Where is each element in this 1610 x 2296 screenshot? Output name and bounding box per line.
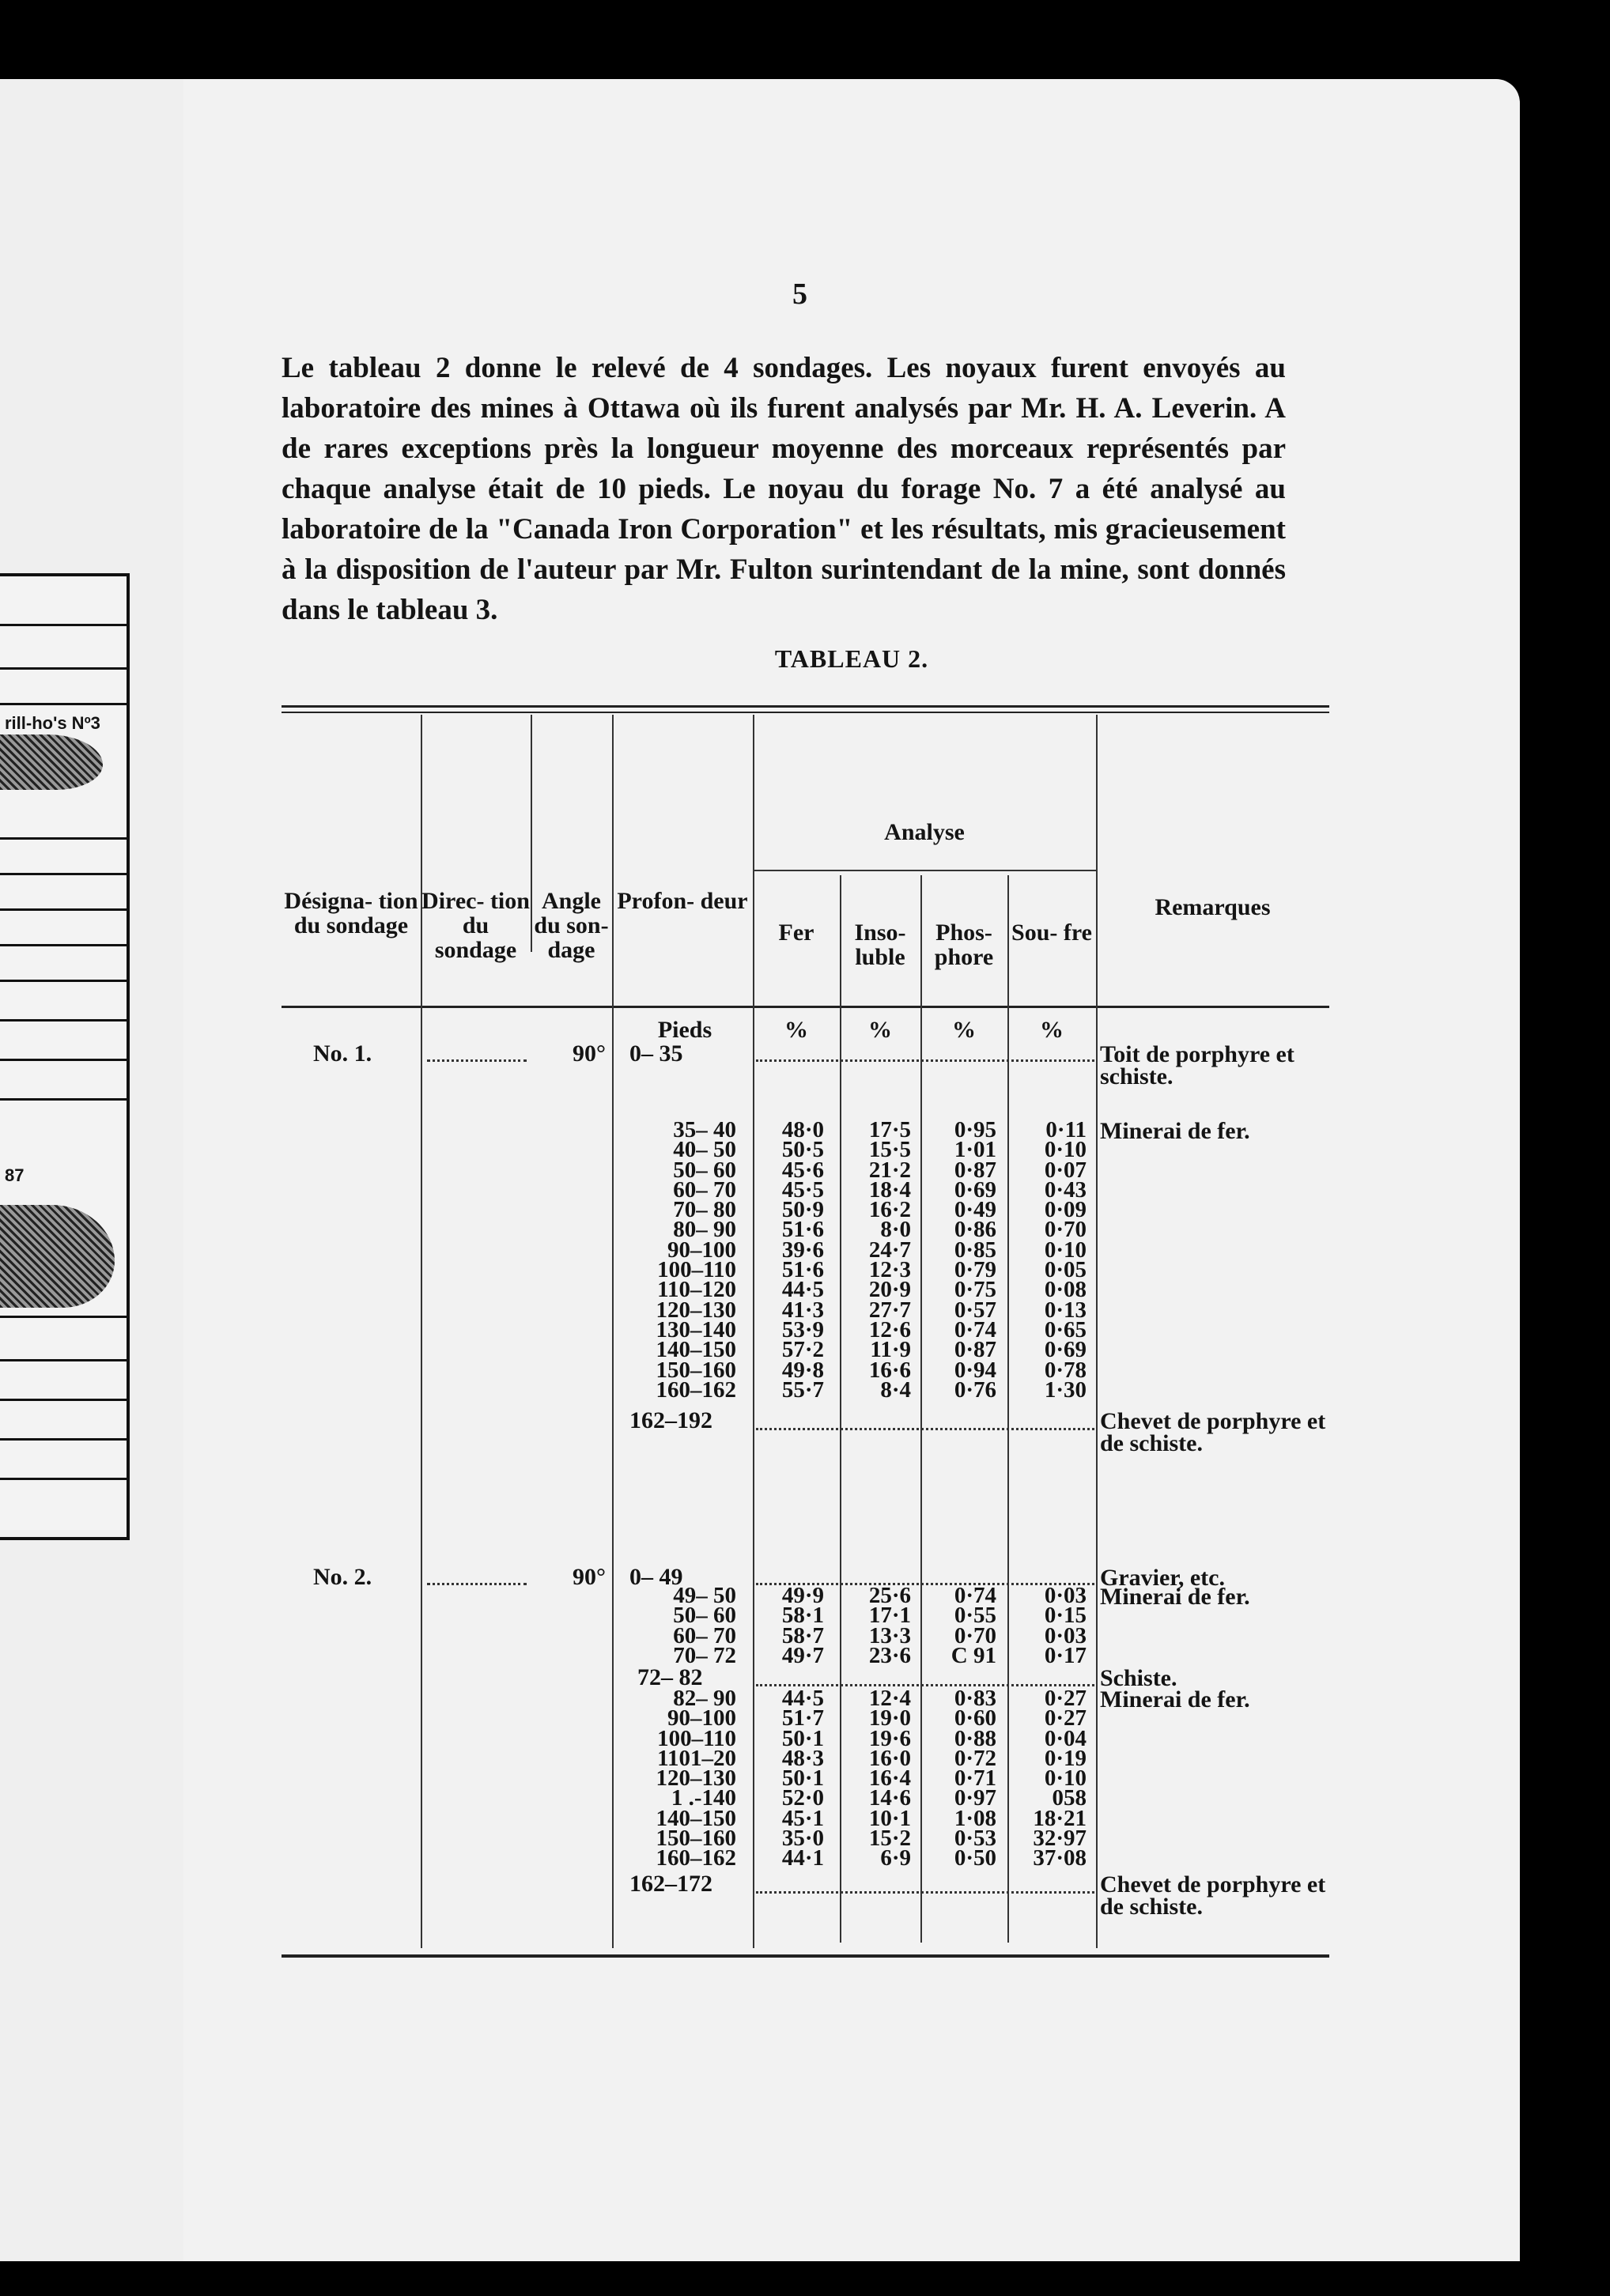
insoluble-cell: 24·7 [868, 1237, 911, 1263]
soufre-cell: 0·08 [1044, 1277, 1087, 1303]
fer-cell: 51·6 [781, 1257, 824, 1283]
insoluble-cell: 10·1 [868, 1805, 911, 1831]
sondage-2-top-depth: 0– 49 [629, 1564, 683, 1590]
fer-cell: 49·9 [781, 1583, 824, 1608]
depth-cell: 70– 72 [673, 1642, 736, 1668]
depth-cell: 60– 70 [673, 1622, 736, 1648]
fer-cell: 57·2 [781, 1337, 824, 1363]
insoluble-cell: 16·0 [868, 1745, 911, 1771]
depth-cell: 110–120 [657, 1277, 736, 1303]
sondage-2-phosphore-a-column [920, 1583, 996, 1668]
soufre-cell: 0·78 [1044, 1357, 1087, 1383]
depth-cell: 35– 40 [673, 1117, 736, 1142]
fer-cell: 53·9 [781, 1316, 824, 1342]
soufre-cell: 0·11 [1045, 1117, 1087, 1142]
fer-cell: 50·1 [781, 1765, 824, 1792]
fer-cell: 39·6 [781, 1237, 824, 1263]
sondage-2-depths-b-column [618, 1686, 736, 1871]
soufre-cell: 0·27 [1044, 1686, 1087, 1711]
soufre-cell: 0·07 [1044, 1157, 1087, 1183]
fer-cell: 45·5 [781, 1176, 824, 1203]
fer-cell: 48·3 [781, 1745, 824, 1771]
insoluble-cell: 15·2 [868, 1826, 911, 1852]
fer-cell: 52·0 [781, 1785, 824, 1811]
soufre-cell: 0·15 [1044, 1603, 1087, 1629]
fer-cell: 58·7 [781, 1622, 824, 1648]
insoluble-cell: 19·6 [868, 1725, 911, 1751]
phosphore-cell: 0·87 [954, 1337, 996, 1363]
depth-cell: 90–100 [667, 1705, 736, 1731]
insoluble-cell: 13·3 [868, 1622, 911, 1648]
phosphore-cell: 1·08 [954, 1805, 996, 1831]
depth-cell: 160–162 [656, 1845, 736, 1871]
soufre-cell: 0·70 [1044, 1217, 1087, 1243]
fer-cell: 50·1 [781, 1725, 824, 1751]
depth-cell: 150–160 [656, 1826, 736, 1852]
sondage-2-ore-remark-2: Minerai de fer. [1100, 1686, 1250, 1713]
soufre-cell: 37·08 [1033, 1845, 1087, 1871]
soufre-cell: 0·65 [1044, 1316, 1087, 1342]
header-insoluble: Inso- luble [854, 920, 906, 970]
insoluble-cell: 18·4 [868, 1176, 911, 1203]
sondage-2-bottom-depth: 162–172 [629, 1871, 712, 1897]
phosphore-cell: 0·72 [954, 1745, 996, 1771]
phosphore-cell: 0·95 [954, 1117, 996, 1142]
depth-cell: 160–162 [656, 1376, 736, 1403]
depth-cell: 49– 50 [673, 1583, 736, 1608]
sondage-1-bottom-remark: Chevet de porphyre et de schiste. [1100, 1408, 1326, 1456]
header-angle: Angle du son- dage [534, 888, 609, 963]
fer-cell: 44·1 [781, 1845, 824, 1871]
insoluble-cell: 14·6 [868, 1785, 911, 1811]
phosphore-cell: 0·60 [954, 1705, 996, 1731]
fer-cell: 45·6 [781, 1157, 824, 1183]
unit-insoluble: % [868, 1017, 892, 1043]
soufre-cell: 1·30 [1044, 1376, 1087, 1403]
sondage-1-depths-column [618, 1117, 736, 1403]
phosphore-cell: 0·97 [954, 1785, 996, 1811]
insoluble-cell: 15·5 [868, 1137, 911, 1163]
insoluble-cell: 8·0 [880, 1217, 911, 1243]
unit-phosphore: % [952, 1017, 976, 1043]
map-label-2: 87 [5, 1165, 25, 1185]
header-fer: Fer [778, 920, 814, 946]
insoluble-cell: 12·4 [868, 1686, 911, 1711]
document-page [183, 79, 1520, 2261]
sondage-1-angle: 90° [573, 1040, 606, 1067]
insoluble-cell: 16·2 [868, 1197, 911, 1223]
phosphore-cell: 0·75 [954, 1277, 996, 1303]
fer-cell: 50·5 [781, 1137, 824, 1163]
sondage-2-insoluble-a-column [840, 1583, 911, 1668]
map-shaded-area-2 [0, 1205, 115, 1308]
insoluble-cell: 12·3 [868, 1257, 911, 1283]
phosphore-cell: 0·69 [954, 1176, 996, 1203]
header-remarques: Remarques [1155, 894, 1271, 920]
soufre-cell: 0·10 [1044, 1137, 1087, 1163]
sondage-2-insoluble-b-column [840, 1686, 911, 1871]
insoluble-cell: 21·2 [868, 1157, 911, 1183]
soufre-cell: 058 [1052, 1785, 1087, 1811]
sondage-2-schist-remark: Schiste. [1100, 1665, 1177, 1691]
phosphore-cell: 0·76 [954, 1376, 996, 1403]
sondage-1-phosphore-column [920, 1117, 996, 1403]
soufre-cell: 0·19 [1044, 1745, 1087, 1771]
soufre-cell: 0·27 [1044, 1705, 1087, 1731]
depth-cell: 50– 60 [673, 1603, 736, 1629]
fer-cell: 49·8 [781, 1357, 824, 1383]
phosphore-cell: 0·49 [954, 1197, 996, 1223]
soufre-cell: 0·04 [1044, 1725, 1087, 1751]
phosphore-cell: 0·57 [954, 1297, 996, 1323]
soufre-cell: 0·17 [1044, 1642, 1087, 1668]
phosphore-cell: 0·85 [954, 1237, 996, 1263]
soufre-cell: 0·03 [1044, 1622, 1087, 1648]
header-soufre: Sou- fre [1011, 920, 1092, 946]
sondage-2-schist-depth: 72– 82 [637, 1664, 703, 1690]
phosphore-cell: 1·01 [954, 1137, 996, 1163]
sondage-1-ore-remark: Minerai de fer. [1100, 1118, 1250, 1144]
unit-fer: % [784, 1017, 808, 1043]
sondage-1-top-remark: Toit de porphyre et schiste. [1100, 1041, 1294, 1089]
sondage-2-soufre-b-column [1007, 1686, 1087, 1871]
depth-cell: 120–130 [656, 1765, 736, 1792]
soufre-cell: 0·10 [1044, 1237, 1087, 1263]
depth-cell: 70– 80 [673, 1197, 736, 1223]
sondage-2-depths-a-column [618, 1583, 736, 1668]
map-label: rill-ho's Nº3 [5, 713, 100, 733]
sondage-1-name: No. 1. [313, 1040, 372, 1067]
depth-cell: 90–100 [667, 1237, 736, 1263]
fer-cell: 51·7 [781, 1705, 824, 1731]
phosphore-cell: 0·74 [954, 1583, 996, 1608]
header-direction: Direc- tion du sondage [421, 888, 530, 963]
sondage-1-soufre-column [1007, 1117, 1087, 1403]
sondage-2-angle: 90° [573, 1564, 606, 1590]
data-table [282, 705, 1329, 1961]
soufre-cell: 0·10 [1044, 1765, 1087, 1792]
soufre-cell: 0·13 [1044, 1297, 1087, 1323]
fer-cell: 35·0 [781, 1826, 824, 1852]
soufre-cell: 0·69 [1044, 1337, 1087, 1363]
depth-cell: 130–140 [656, 1316, 736, 1342]
phosphore-cell: 0·70 [954, 1622, 996, 1648]
depth-cell: 50– 60 [673, 1157, 736, 1183]
sondage-1-insoluble-column [840, 1117, 911, 1403]
soufre-cell: 0·09 [1044, 1197, 1087, 1223]
depth-cell: 100–110 [657, 1725, 736, 1751]
sondage-2-fer-a-column [753, 1583, 824, 1668]
phosphore-cell: 0·74 [954, 1316, 996, 1342]
soufre-cell: 0·03 [1044, 1583, 1087, 1608]
header-designation: Désigna- tion du sondage [284, 888, 418, 938]
fer-cell: 51·6 [781, 1217, 824, 1243]
depth-cell: 140–150 [656, 1337, 736, 1363]
insoluble-cell: 25·6 [868, 1583, 911, 1608]
insoluble-cell: 19·0 [868, 1705, 911, 1731]
fer-cell: 44·5 [781, 1277, 824, 1303]
phosphore-cell: 0·83 [954, 1686, 996, 1711]
fer-cell: 48·0 [781, 1117, 824, 1142]
map-shaded-area [0, 734, 103, 790]
depth-cell: 1 .-140 [671, 1785, 736, 1811]
phosphore-cell: 0·94 [954, 1357, 996, 1383]
insoluble-cell: 6·9 [880, 1845, 911, 1871]
page-number: 5 [792, 278, 807, 311]
soufre-cell: 0·05 [1044, 1257, 1087, 1283]
insoluble-cell: 23·6 [868, 1642, 911, 1668]
sondage-2-fer-b-column [753, 1686, 824, 1871]
sondage-2-name: No. 2. [313, 1564, 372, 1590]
sondage-1-bottom-depth: 162–192 [629, 1407, 712, 1433]
depth-cell: 100–110 [657, 1257, 736, 1283]
fer-cell: 58·1 [781, 1603, 824, 1629]
sondage-2-top-remark: Gravier, etc. [1100, 1565, 1225, 1591]
fer-cell: 45·1 [781, 1805, 824, 1831]
facing-page [0, 79, 191, 2261]
depth-cell: 120–130 [656, 1297, 736, 1323]
depth-cell: 40– 50 [673, 1137, 736, 1163]
sondage-2-soufre-a-column [1007, 1583, 1087, 1668]
map-fragment [0, 573, 130, 1540]
soufre-cell: 0·43 [1044, 1176, 1087, 1203]
unit-profondeur: Pieds [657, 1017, 712, 1043]
phosphore-cell: 0·55 [954, 1603, 996, 1629]
sondage-2-phosphore-b-column [920, 1686, 996, 1871]
insoluble-cell: 8·4 [880, 1376, 911, 1403]
phosphore-cell: 0·53 [954, 1826, 996, 1852]
depth-cell: 1101–20 [657, 1745, 736, 1771]
soufre-cell: 32·97 [1033, 1826, 1087, 1852]
phosphore-cell: 0·88 [954, 1725, 996, 1751]
insoluble-cell: 27·7 [868, 1297, 911, 1323]
phosphore-cell: 0·86 [954, 1217, 996, 1243]
insoluble-cell: 17·1 [868, 1603, 911, 1629]
phosphore-cell: 0·87 [954, 1157, 996, 1183]
insoluble-cell: 17·5 [868, 1117, 911, 1142]
fer-cell: 55·7 [781, 1376, 824, 1403]
depth-cell: 82– 90 [673, 1686, 736, 1711]
intro-paragraph: Le tableau 2 donne le relevé de 4 sondages. Les noyaux furent envoyés au laboratoire des mines à Ottawa où ils furent analysés par Mr. H. A. Leverin. A de rares exceptions près la longueur moyenne des morceaux représentés par chaque analyse était de 10 pieds. Le noyau du forage No. 7 a été analysé au laboratoire de la "Canada Iron Corporation" et les résultats, mis gracieusement à la disposition de l'auteur par Mr. Fulton surintendant de la mine, sont donnés dans le tableau 3. [282, 352, 1286, 626]
soufre-cell: 18·21 [1033, 1805, 1087, 1831]
phosphore-cell: 0·71 [954, 1765, 996, 1792]
fer-cell: 41·3 [781, 1297, 824, 1323]
sondage-2-bottom-remark: Chevet de porphyre et de schiste. [1100, 1871, 1326, 1920]
phosphore-cell: C 91 [951, 1642, 996, 1668]
insoluble-cell: 12·6 [868, 1316, 911, 1342]
depth-cell: 140–150 [656, 1805, 736, 1831]
fer-cell: 44·5 [781, 1686, 824, 1711]
header-analyse: Analyse [884, 819, 965, 845]
insoluble-cell: 16·4 [868, 1765, 911, 1792]
depth-cell: 60– 70 [673, 1176, 736, 1203]
depth-cell: 80– 90 [673, 1217, 736, 1243]
phosphore-cell: 0·79 [954, 1257, 996, 1283]
depth-cell: 150–160 [656, 1357, 736, 1383]
insoluble-cell: 16·6 [868, 1357, 911, 1383]
fer-cell: 50·9 [781, 1197, 824, 1223]
insoluble-cell: 20·9 [868, 1277, 911, 1303]
insoluble-cell: 11·9 [870, 1337, 911, 1363]
sondage-1-fer-column [753, 1117, 824, 1403]
sondage-1-top-depth: 0– 35 [629, 1040, 683, 1067]
header-phosphore: Phos- phore [934, 920, 994, 970]
header-profondeur: Profon- deur [617, 888, 748, 914]
phosphore-cell: 0·50 [954, 1845, 996, 1871]
unit-soufre: % [1040, 1017, 1064, 1043]
table-title: TABLEAU 2. [774, 644, 929, 673]
fer-cell: 49·7 [781, 1642, 824, 1668]
sondage-2-ore-remark: Minerai de fer. [1100, 1584, 1250, 1610]
